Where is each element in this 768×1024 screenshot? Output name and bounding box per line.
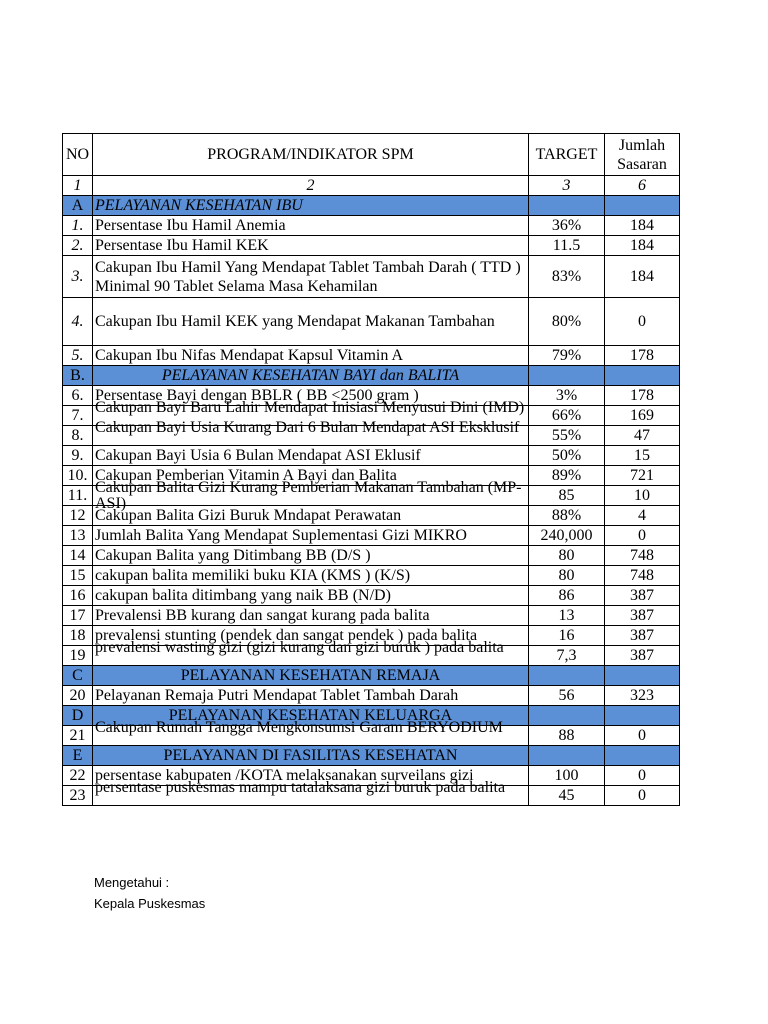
row-program-cell: [93, 779, 529, 806]
row-jumlah: 10: [605, 486, 680, 506]
row-target: 36%: [529, 216, 605, 236]
row-target: 66%: [529, 406, 605, 426]
row-jumlah: 0: [605, 726, 680, 746]
table-row: [63, 686, 680, 706]
table-row: [63, 586, 680, 606]
table-row: [63, 786, 680, 806]
row-jumlah: 184: [605, 236, 680, 256]
row-program: Cakupan Bayi Usia 6 Bulan Mendapat ASI Eklusif: [93, 446, 529, 466]
row-target: 88%: [529, 506, 605, 526]
row-target: 88: [529, 726, 605, 746]
section-code: A: [63, 196, 93, 216]
row-program: cakupan balita ditimbang yang naik BB (N/D): [93, 586, 529, 606]
numbering-target: 3: [529, 176, 605, 196]
row-no: 10.: [63, 466, 93, 486]
section-row-c: [63, 666, 680, 686]
spm-table: [62, 133, 680, 806]
section-code: B.: [63, 366, 93, 386]
row-no: 12: [63, 506, 93, 526]
section-title: PELAYANAN KESEHATAN REMAJA: [93, 666, 529, 686]
row-jumlah: 748: [605, 566, 680, 586]
section-row-b: [63, 366, 680, 386]
row-program: Cakupan Rumah Tangga Mengkonsumsi Garam BERYODIUM: [95, 719, 503, 736]
row-target: 86: [529, 586, 605, 606]
table-row: [63, 236, 680, 256]
row-no: 5.: [63, 346, 93, 366]
row-program-cell: [93, 419, 529, 446]
row-no: 2.: [63, 236, 93, 256]
row-target: 13: [529, 606, 605, 626]
row-jumlah: 184: [605, 216, 680, 236]
table-row: [63, 346, 680, 366]
row-target: 85: [529, 486, 605, 506]
table-row: [63, 486, 680, 506]
row-jumlah: 15: [605, 446, 680, 466]
row-no: 17: [63, 606, 93, 626]
row-no: 8.: [63, 426, 93, 446]
section-row-a: [63, 196, 680, 216]
row-no: 21: [63, 726, 93, 746]
numbering-program: 2: [93, 176, 529, 196]
row-target: 100: [529, 766, 605, 786]
row-program: Cakupan Ibu Nifas Mendapat Kapsul Vitamin A: [93, 346, 529, 366]
section-title: PELAYANAN KESEHATAN BAYI dan BALITA: [93, 366, 529, 386]
section-code: C: [63, 666, 93, 686]
row-jumlah: 4: [605, 506, 680, 526]
header-jumlah-line2: Sasaran: [617, 155, 667, 173]
row-program-cell: [93, 639, 529, 666]
table-row: [63, 646, 680, 666]
row-jumlah: 0: [605, 298, 680, 346]
section-code: E: [63, 746, 93, 766]
row-no: 6.: [63, 386, 93, 406]
header-row: [63, 134, 680, 176]
row-jumlah: 387: [605, 646, 680, 666]
row-target: 55%: [529, 426, 605, 446]
table-row: [63, 506, 680, 526]
row-program: Cakupan Bayi Usia Kurang Dari 6 Bulan Mendapat ASI Eksklusif: [95, 419, 520, 436]
section-title: PELAYANAN KESEHATAN KELUARGA: [93, 706, 529, 726]
header-target: TARGET: [529, 134, 605, 176]
row-program: cakupan balita memiliki buku KIA (KMS ) (K/S): [93, 566, 529, 586]
row-jumlah: 184: [605, 256, 680, 298]
row-program-cell: [93, 719, 529, 746]
row-program: Persentase Ibu Hamil KEK: [93, 236, 529, 256]
row-program: Persentase Ibu Hamil Anemia: [93, 216, 529, 236]
numbering-row: [63, 176, 680, 196]
row-program: Cakupan Balita Gizi Buruk Mndapat Perawatan: [93, 506, 529, 526]
row-program-cell: [93, 479, 529, 512]
row-jumlah: 0: [605, 526, 680, 546]
row-target: 80: [529, 566, 605, 586]
numbering-jumlah: 6: [605, 176, 680, 196]
row-jumlah: 178: [605, 346, 680, 366]
row-target: 56: [529, 686, 605, 706]
row-no: 3.: [63, 256, 93, 298]
table-row: [63, 256, 680, 298]
row-program: prevalensi wasting gizi (gizi kurang dan gizi buruk ) pada balita: [95, 639, 504, 656]
row-program: Cakupan Ibu Hamil KEK yang Mendapat Makanan Tambahan: [93, 298, 529, 346]
footer-acknowledged: Mengetahui :: [94, 875, 170, 890]
footer-position: Kepala Puskesmas: [94, 896, 206, 911]
row-no: 7.: [63, 406, 93, 426]
section-row-e: [63, 746, 680, 766]
row-no: 14: [63, 546, 93, 566]
row-program: Pelayanan Remaja Putri Mendapat Tablet Tambah Darah: [93, 686, 529, 706]
row-no: 4.: [63, 298, 93, 346]
row-target: 89%: [529, 466, 605, 486]
row-no: 16: [63, 586, 93, 606]
table-row: [63, 298, 680, 346]
table-row: [63, 546, 680, 566]
section-title: PELAYANAN DI FASILITAS KESEHATAN: [93, 746, 529, 766]
header-jumlah: [605, 134, 680, 176]
row-program: prevalensi stunting (pendek dan sangat pendek ) pada balita: [93, 626, 529, 646]
row-target: 83%: [529, 256, 605, 298]
header-jumlah-line1: Jumlah: [618, 136, 666, 154]
row-target: 3%: [529, 386, 605, 406]
row-program: persentase puskesmas mampu tatalaksana gizi buruk pada balita: [95, 779, 506, 796]
row-no: 9.: [63, 446, 93, 466]
table-row: [63, 566, 680, 586]
row-no: 11.: [63, 486, 93, 506]
row-target: 240,000: [529, 526, 605, 546]
row-jumlah: 721: [605, 466, 680, 486]
row-program: Jumlah Balita Yang Mendapat Suplementasi Gizi MIKRO: [93, 526, 529, 546]
row-jumlah: 748: [605, 546, 680, 566]
row-jumlah: 387: [605, 626, 680, 646]
row-target: 7,3: [529, 646, 605, 666]
row-no: 18: [63, 626, 93, 646]
table-row: [63, 216, 680, 236]
row-jumlah: 387: [605, 586, 680, 606]
row-program: Persentase Bayi dengan BBLR ( BB <2500 gram ): [93, 386, 529, 406]
row-program: Cakupan Balita yang Ditimbang BB (D/S ): [93, 546, 529, 566]
row-no: 13: [63, 526, 93, 546]
row-program: Prevalensi BB kurang dan sangat kurang pada balita: [93, 606, 529, 626]
table-row: [63, 606, 680, 626]
row-no: 19: [63, 646, 93, 666]
row-program: Cakupan Ibu Hamil Yang Mendapat Tablet Tambah Darah ( TTD ) Minimal 90 Tablet Selama Masa Kehamilan: [93, 256, 529, 298]
table-row: [63, 446, 680, 466]
row-jumlah: 47: [605, 426, 680, 446]
row-no: 20: [63, 686, 93, 706]
row-target: 45: [529, 786, 605, 806]
row-target: 79%: [529, 346, 605, 366]
row-jumlah: 178: [605, 386, 680, 406]
row-program: Cakupan Bayi Baru Lahir Mendapat Inisiasi Menyusui Dini (IMD): [95, 399, 525, 416]
table-row: [63, 726, 680, 746]
table-row: [63, 526, 680, 546]
row-jumlah: 387: [605, 606, 680, 626]
table-row: [63, 426, 680, 446]
row-target: 16: [529, 626, 605, 646]
row-program: persentase kabupaten /KOTA melaksanakan surveilans gizi: [93, 766, 529, 786]
row-no: 23: [63, 786, 93, 806]
row-program: Cakupan Pemberian Vitamin A Bayi dan Balita: [93, 466, 529, 486]
row-target: 11.5: [529, 236, 605, 256]
row-no: 15: [63, 566, 93, 586]
row-jumlah: 0: [605, 766, 680, 786]
numbering-no: 1: [63, 176, 93, 196]
row-jumlah: 169: [605, 406, 680, 426]
row-no: 1.: [63, 216, 93, 236]
row-target: 80: [529, 546, 605, 566]
row-jumlah: 323: [605, 686, 680, 706]
row-jumlah: 0: [605, 786, 680, 806]
row-program: Cakupan Balita Gizi Kurang Pemberian Makanan Tambahan (MP-ASI): [95, 479, 522, 512]
row-no: 22: [63, 766, 93, 786]
row-target: 80%: [529, 298, 605, 346]
header-no: NO: [63, 134, 93, 176]
section-code: D: [63, 706, 93, 726]
header-program: PROGRAM/INDIKATOR SPM: [93, 134, 529, 176]
section-title: PELAYANAN KESEHATAN IBU: [93, 196, 529, 216]
row-target: 50%: [529, 446, 605, 466]
